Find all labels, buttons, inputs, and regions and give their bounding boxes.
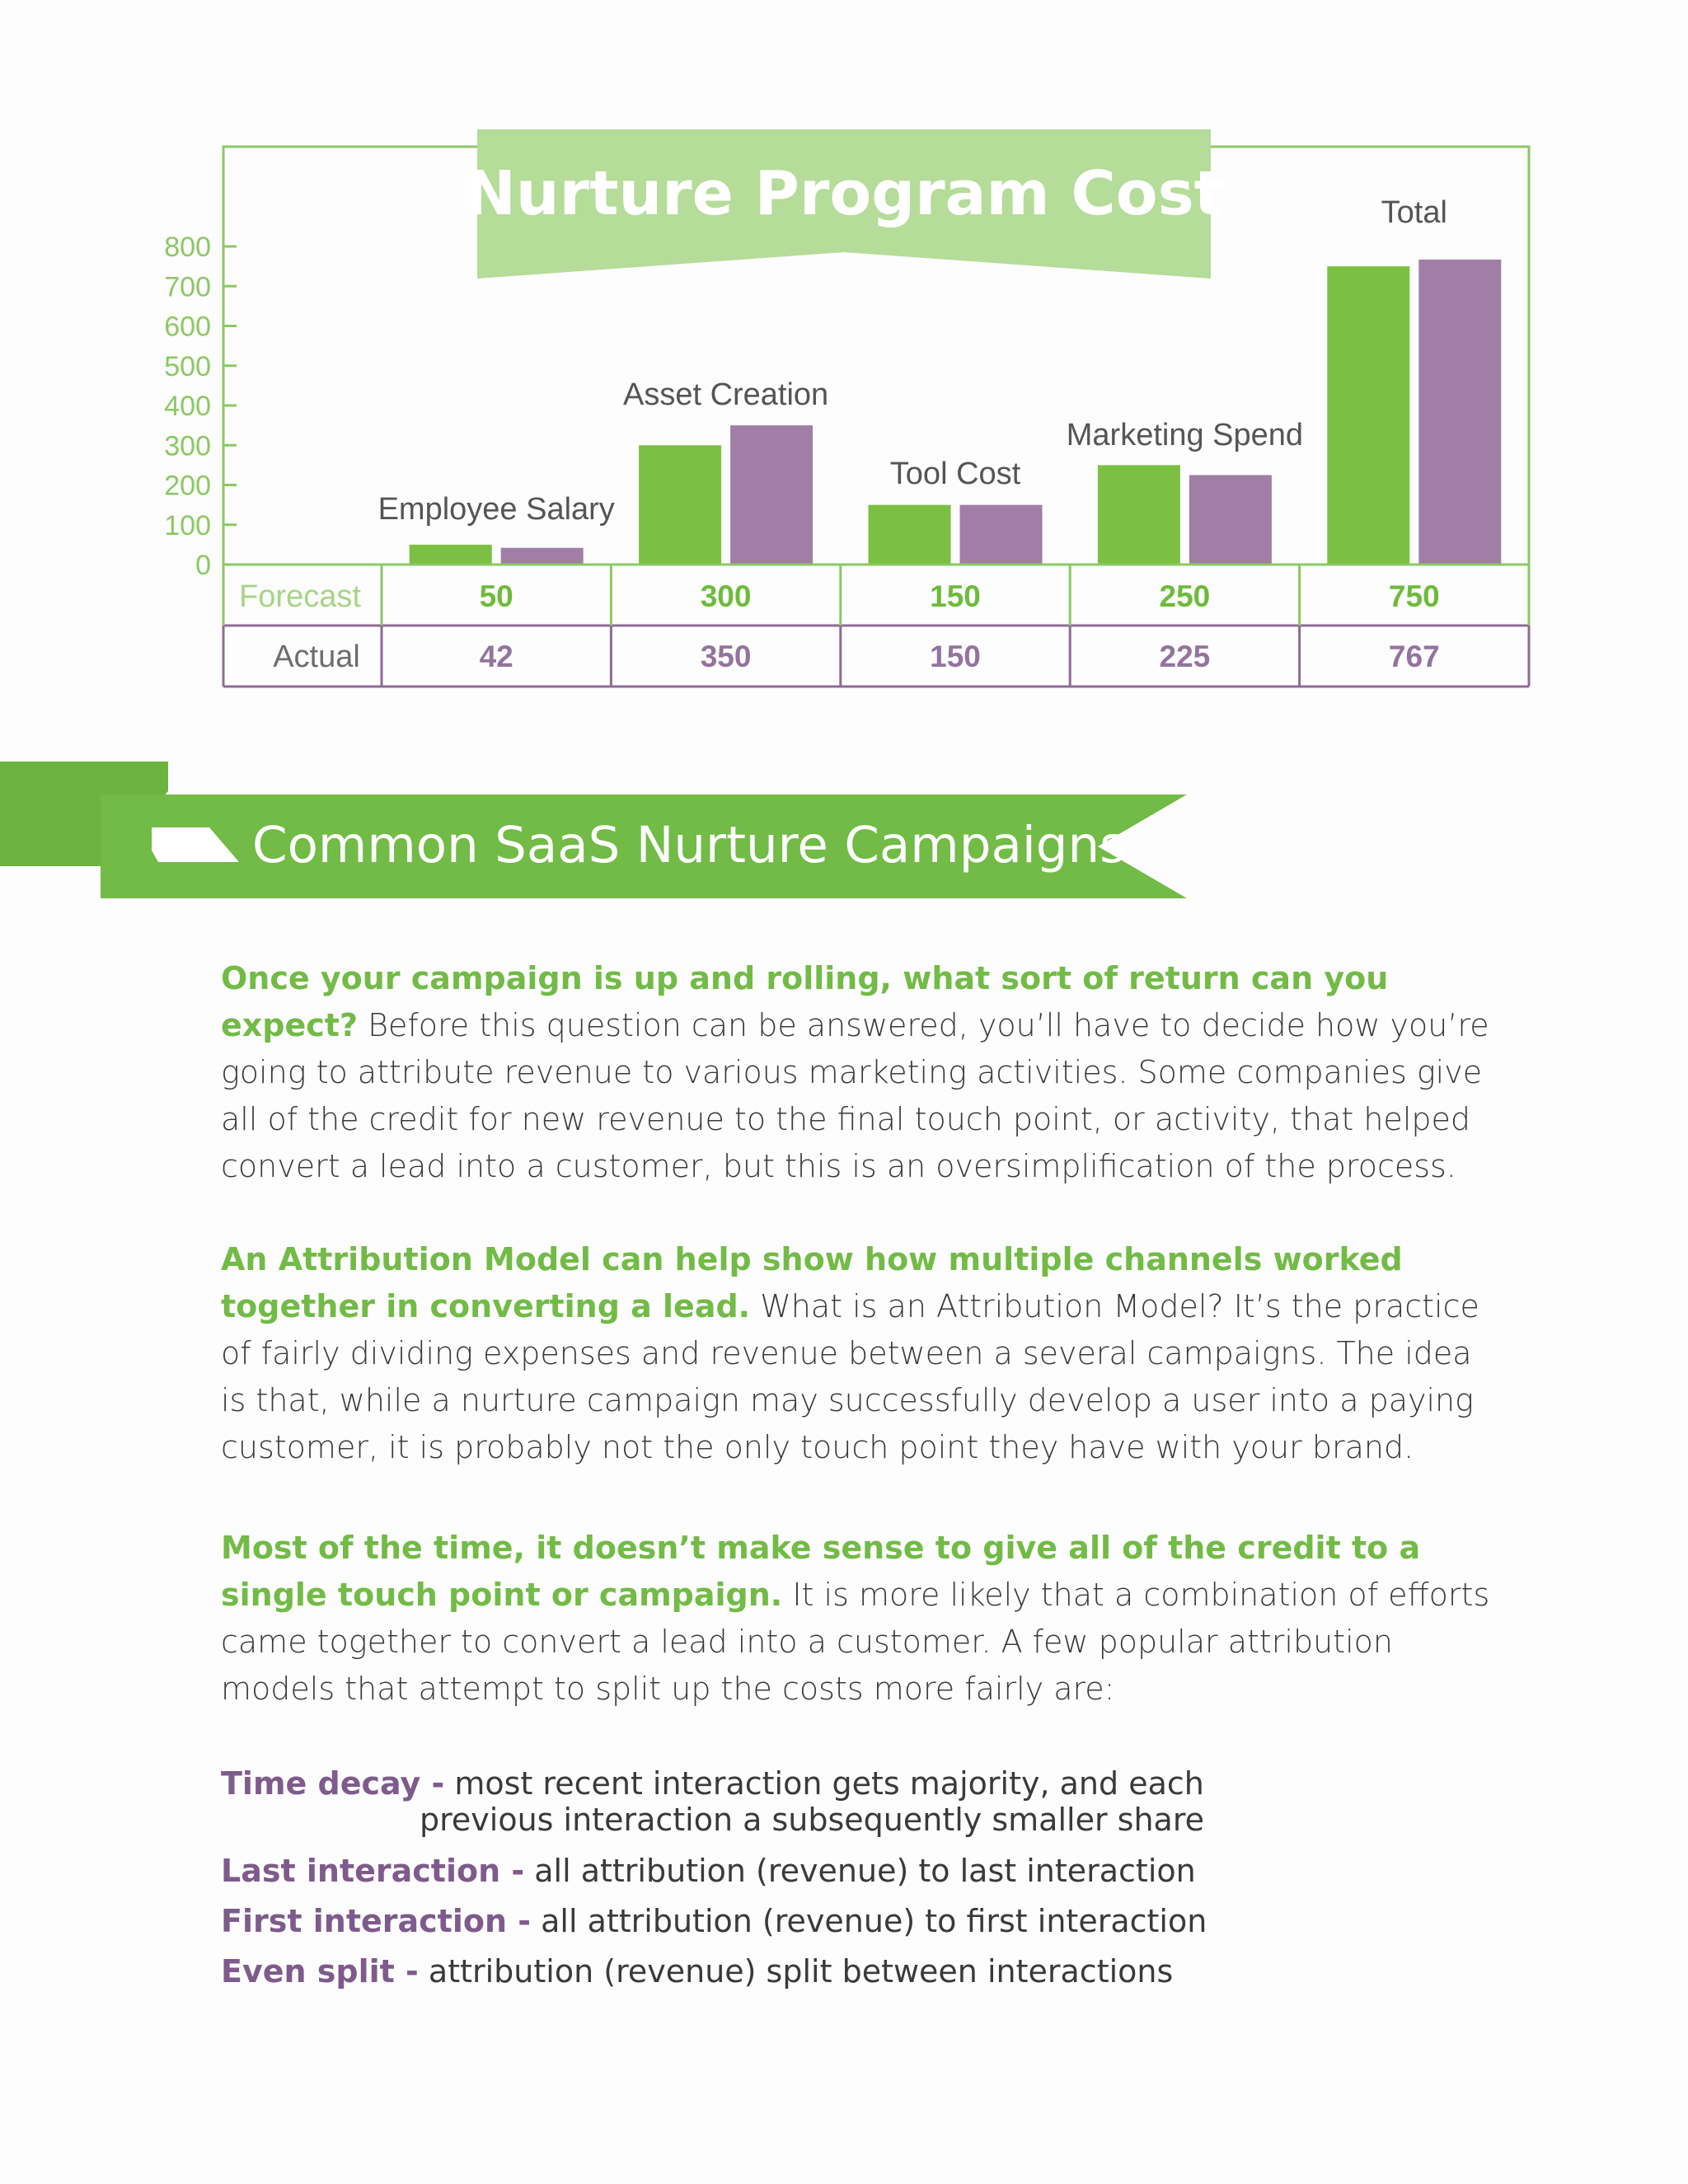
paragraph-3-text: It is more likely that a combination of efforts came together to convert a lead into a customer. A few popular attribution models that attempt to split up the costs more fairly are: [221,1577,1490,1707]
nurture-cost-chart [0,0,1688,709]
model-desc: most recent interaction gets majority, and each [444,1765,1204,1802]
model-term: Even split - [221,1953,419,1990]
paragraph-2-text: What is an Attribution Model? It’s the practice of fairly dividing expenses and revenue between a several campaigns. The idea is that, while a nurture campaign may successfully develop a user into a paying customer, it is probably not the only touch point they have with your brand. [221,1288,1479,1465]
section-title: Common SaaS Nurture Campaigns [252,816,1126,874]
model-term: Time decay - [221,1765,445,1802]
category-label: Employee Salary [377,492,615,527]
table-cell-actual: 225 [1159,640,1211,673]
bar-forecast-0 [410,545,492,565]
table-cell-forecast: 250 [1159,579,1211,613]
paragraph-2-highlight: An Attribution Model can help show how multiple channels worked together in converting a lead. [221,1241,1403,1324]
model-term: First interaction - [221,1903,532,1939]
table-cell-forecast: 50 [479,579,513,613]
bar-actual-2 [960,505,1043,565]
model-term: Last interaction - [221,1853,525,1889]
bar-actual-0 [501,548,584,565]
y-axis-ticks [164,232,237,581]
paragraph-1-highlight: Once your campaign is up and rolling, what sort of return can you expect? [221,960,1389,1043]
bar-forecast-2 [869,505,951,565]
y-tick-label: 700 [164,271,211,303]
category-label: Total [1381,195,1447,230]
tag-icon [148,826,241,864]
y-tick-label: 600 [164,311,211,343]
y-tick-label: 0 [195,550,211,581]
model-desc: all attribution (revenue) to last interaction [524,1853,1196,1889]
model-desc: all attribution (revenue) to first interaction [531,1903,1207,1939]
row-label-forecast: Forecast [239,579,361,614]
category-label: Tool Cost [889,457,1021,491]
paragraph-attribution-model [221,1236,1490,1471]
table-cell-actual: 150 [930,640,981,673]
model-last-interaction [221,1853,1457,1889]
paragraph-1-text: Before this question can be answered, you’ll have to decide how you’re going to attribute revenue to various marketing activities. Some companies give all of the credit for new revenue to the final touch point, or activity, that helped convert a lead into a customer, but this is an oversimplification of the process. [221,1007,1489,1184]
paragraph-credit [221,1525,1490,1713]
model-time-decay [221,1765,1457,1838]
y-tick-label: 500 [164,350,211,382]
category-label: Asset Creation [622,377,829,412]
chart-title: Nurture Program Cost [464,158,1224,229]
model-desc-continued: previous interaction a subsequently smaller share [420,1802,1205,1838]
model-first-interaction [221,1903,1457,1939]
bar-actual-3 [1189,475,1272,565]
paragraph-3-highlight: Most of the time, it doesn’t make sense to give all of the credit to a single touch point or campaign. [221,1530,1421,1613]
category-label: Marketing Spend [1066,418,1304,452]
table-cell-actual: 350 [700,640,752,673]
table-cell-actual: 767 [1388,640,1440,673]
table-cell-forecast: 150 [930,579,981,613]
table-cell-forecast: 300 [700,579,752,613]
table-cell-actual: 42 [479,640,513,673]
model-desc: attribution (revenue) split between interactions [418,1953,1174,1990]
y-tick-label: 800 [164,232,211,263]
bar-actual-4 [1418,260,1501,565]
bar-forecast-1 [639,445,721,565]
model-even-split [221,1953,1457,1990]
y-tick-label: 300 [164,430,211,462]
bar-actual-1 [730,425,813,565]
y-tick-label: 400 [164,391,211,422]
bar-forecast-3 [1098,465,1180,565]
y-tick-label: 200 [164,470,211,502]
data-table [223,565,1529,687]
paragraph-return [221,955,1490,1190]
row-label-actual: Actual [273,640,360,674]
table-cell-forecast: 750 [1388,579,1440,613]
bar-forecast-4 [1327,266,1409,565]
y-tick-label: 100 [164,509,211,541]
